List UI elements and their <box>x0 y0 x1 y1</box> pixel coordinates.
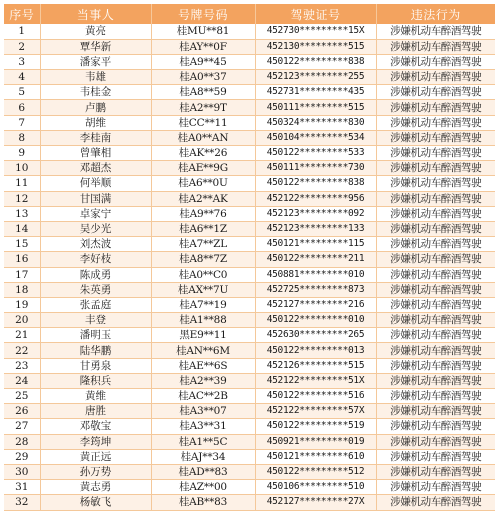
cell-violation: 涉嫌机动车醉酒驾驶 <box>376 176 495 191</box>
table-row <box>4 419 495 434</box>
cell-violation: 涉嫌机动车醉酒驾驶 <box>376 24 495 39</box>
table-row <box>4 358 495 373</box>
cell-seq: 5 <box>4 85 40 100</box>
cell-seq: 24 <box>4 373 40 388</box>
table-row <box>4 206 495 221</box>
cell-license: 450111*********730 <box>255 161 376 176</box>
table-row <box>4 328 495 343</box>
table-row <box>4 343 495 358</box>
cell-party: 唐胜 <box>40 404 151 419</box>
cell-violation: 涉嫌机动车醉酒驾驶 <box>376 389 495 404</box>
table-row <box>4 252 495 267</box>
cell-license: 450881*********010 <box>255 267 376 282</box>
cell-license: 452130*********515 <box>255 39 376 54</box>
cell-plate: 桂AY**0F <box>151 39 255 54</box>
cell-seq: 27 <box>4 419 40 434</box>
cell-license: 452122*********51X <box>255 373 376 388</box>
table-row <box>4 24 495 39</box>
cell-violation: 涉嫌机动车醉酒驾驶 <box>376 449 495 464</box>
cell-party: 邓敬宝 <box>40 419 151 434</box>
cell-plate: 桂A7**19 <box>151 297 255 312</box>
cell-license: 450122*********010 <box>255 313 376 328</box>
cell-violation: 涉嫌机动车醉酒驾驶 <box>376 267 495 282</box>
table-row <box>4 176 495 191</box>
cell-plate: 桂A7**ZL <box>151 237 255 252</box>
cell-violation: 涉嫌机动车醉酒驾驶 <box>376 130 495 145</box>
cell-license: 452630*********265 <box>255 328 376 343</box>
cell-license: 450122*********013 <box>255 343 376 358</box>
cell-license: 450106*********510 <box>255 480 376 495</box>
cell-plate: 桂A3**31 <box>151 419 255 434</box>
cell-plate: 桂A8**59 <box>151 85 255 100</box>
cell-party: 李桂南 <box>40 130 151 145</box>
cell-violation: 涉嫌机动车醉酒驾驶 <box>376 206 495 221</box>
cell-party: 黄维 <box>40 389 151 404</box>
cell-seq: 14 <box>4 221 40 236</box>
cell-party: 韦桂金 <box>40 85 151 100</box>
cell-party: 黄正远 <box>40 449 151 464</box>
table-row <box>4 480 495 495</box>
cell-license: 452123*********092 <box>255 206 376 221</box>
table-row <box>4 146 495 161</box>
cell-violation: 涉嫌机动车醉酒驾驶 <box>376 115 495 130</box>
cell-plate: 桂A2**39 <box>151 373 255 388</box>
cell-license: 450121*********115 <box>255 237 376 252</box>
cell-seq: 23 <box>4 358 40 373</box>
table-row <box>4 373 495 388</box>
cell-plate: 桂A1**88 <box>151 313 255 328</box>
cell-plate: 桂CC**11 <box>151 115 255 130</box>
cell-violation: 涉嫌机动车醉酒驾驶 <box>376 54 495 69</box>
cell-license: 450122*********211 <box>255 252 376 267</box>
table-row <box>4 267 495 282</box>
table-row <box>4 100 495 115</box>
cell-plate: 桂AJ**34 <box>151 449 255 464</box>
cell-party: 隆积兵 <box>40 373 151 388</box>
cell-license: 452122*********956 <box>255 191 376 206</box>
cell-seq: 25 <box>4 389 40 404</box>
table-row <box>4 115 495 130</box>
table-row <box>4 221 495 236</box>
cell-seq: 26 <box>4 404 40 419</box>
cell-party: 李好枝 <box>40 252 151 267</box>
table-row <box>4 434 495 449</box>
cell-party: 卢鹏 <box>40 100 151 115</box>
cell-seq: 29 <box>4 449 40 464</box>
cell-violation: 涉嫌机动车醉酒驾驶 <box>376 85 495 100</box>
cell-violation: 涉嫌机动车醉酒驾驶 <box>376 464 495 479</box>
cell-seq: 6 <box>4 100 40 115</box>
table-row <box>4 85 495 100</box>
cell-plate: 桂A9**76 <box>151 206 255 221</box>
cell-violation: 涉嫌机动车醉酒驾驶 <box>376 404 495 419</box>
cell-violation: 涉嫌机动车醉酒驾驶 <box>376 328 495 343</box>
cell-plate: 桂A2**AK <box>151 191 255 206</box>
cell-license: 452122*********57X <box>255 404 376 419</box>
table-row <box>4 404 495 419</box>
cell-plate: 桂A1**5C <box>151 434 255 449</box>
cell-seq: 22 <box>4 343 40 358</box>
cell-license: 452123*********255 <box>255 70 376 85</box>
cell-violation: 涉嫌机动车醉酒驾驶 <box>376 495 495 510</box>
cell-seq: 2 <box>4 39 40 54</box>
table-row <box>4 449 495 464</box>
cell-violation: 涉嫌机动车醉酒驾驶 <box>376 358 495 373</box>
cell-party: 邓超杰 <box>40 161 151 176</box>
cell-plate: 桂AE**9G <box>151 161 255 176</box>
cell-seq: 13 <box>4 206 40 221</box>
cell-license: 452725*********873 <box>255 282 376 297</box>
cell-party: 孙万势 <box>40 464 151 479</box>
cell-plate: 桂A3**07 <box>151 404 255 419</box>
cell-plate: 黑E9**11 <box>151 328 255 343</box>
cell-violation: 涉嫌机动车醉酒驾驶 <box>376 343 495 358</box>
cell-plate: 桂AC**2B <box>151 389 255 404</box>
cell-party: 潘家平 <box>40 54 151 69</box>
cell-license: 452731*********435 <box>255 85 376 100</box>
cell-seq: 31 <box>4 480 40 495</box>
table-row <box>4 297 495 312</box>
cell-plate: 桂MU**81 <box>151 24 255 39</box>
cell-seq: 9 <box>4 146 40 161</box>
cell-seq: 1 <box>4 24 40 39</box>
cell-violation: 涉嫌机动车醉酒驾驶 <box>376 297 495 312</box>
cell-plate: 桂A9**45 <box>151 54 255 69</box>
cell-party: 刘杰波 <box>40 237 151 252</box>
cell-plate: 桂A6**1Z <box>151 221 255 236</box>
cell-plate: 桂AK**26 <box>151 146 255 161</box>
cell-seq: 32 <box>4 495 40 510</box>
header-license: 驾驶证号 <box>255 4 376 24</box>
cell-violation: 涉嫌机动车醉酒驾驶 <box>376 282 495 297</box>
cell-license: 450921*********019 <box>255 434 376 449</box>
cell-violation: 涉嫌机动车醉酒驾驶 <box>376 313 495 328</box>
cell-violation: 涉嫌机动车醉酒驾驶 <box>376 480 495 495</box>
cell-party: 丰登 <box>40 313 151 328</box>
cell-seq: 3 <box>4 54 40 69</box>
cell-party: 陆华鹏 <box>40 343 151 358</box>
cell-license: 450122*********516 <box>255 389 376 404</box>
cell-license: 450122*********519 <box>255 419 376 434</box>
cell-violation: 涉嫌机动车醉酒驾驶 <box>376 39 495 54</box>
cell-party: 韦雄 <box>40 70 151 85</box>
table-row <box>4 495 495 510</box>
cell-violation: 涉嫌机动车醉酒驾驶 <box>376 191 495 206</box>
header-seq: 序号 <box>4 4 40 24</box>
cell-license: 450111*********515 <box>255 100 376 115</box>
cell-license: 450121*********610 <box>255 449 376 464</box>
cell-seq: 16 <box>4 252 40 267</box>
cell-plate: 桂AZ**00 <box>151 480 255 495</box>
cell-seq: 12 <box>4 191 40 206</box>
table-row <box>4 464 495 479</box>
header-violation: 违法行为 <box>376 4 495 24</box>
cell-violation: 涉嫌机动车醉酒驾驶 <box>376 100 495 115</box>
cell-license: 450104*********534 <box>255 130 376 145</box>
cell-license: 450122*********512 <box>255 464 376 479</box>
cell-plate: 桂A0**AN <box>151 130 255 145</box>
table-row <box>4 161 495 176</box>
cell-seq: 30 <box>4 464 40 479</box>
table-row <box>4 191 495 206</box>
cell-party: 甘国满 <box>40 191 151 206</box>
cell-license: 450324*********830 <box>255 115 376 130</box>
cell-seq: 21 <box>4 328 40 343</box>
cell-party: 何举顺 <box>40 176 151 191</box>
cell-seq: 15 <box>4 237 40 252</box>
header-plate: 号牌号码 <box>151 4 255 24</box>
cell-plate: 桂A0**C0 <box>151 267 255 282</box>
cell-plate: 桂AE**6S <box>151 358 255 373</box>
cell-violation: 涉嫌机动车醉酒驾驶 <box>376 146 495 161</box>
cell-plate: 桂AD**83 <box>151 464 255 479</box>
cell-seq: 18 <box>4 282 40 297</box>
cell-license: 452127*********216 <box>255 297 376 312</box>
cell-violation: 涉嫌机动车醉酒驾驶 <box>376 161 495 176</box>
cell-party: 覃华新 <box>40 39 151 54</box>
cell-plate: 桂AN**6M <box>151 343 255 358</box>
drunk-driving-table <box>4 4 495 511</box>
table-row <box>4 54 495 69</box>
table-row <box>4 389 495 404</box>
cell-seq: 10 <box>4 161 40 176</box>
cell-party: 胡维 <box>40 115 151 130</box>
table-row <box>4 39 495 54</box>
cell-plate: 桂A0**37 <box>151 70 255 85</box>
table-body <box>4 24 495 510</box>
cell-party: 曾肇相 <box>40 146 151 161</box>
cell-party: 杨敏飞 <box>40 495 151 510</box>
table-row <box>4 130 495 145</box>
cell-party: 潘明玉 <box>40 328 151 343</box>
cell-party: 陈成勇 <box>40 267 151 282</box>
cell-license: 452126*********515 <box>255 358 376 373</box>
cell-plate: 桂A8**7Z <box>151 252 255 267</box>
cell-party: 张孟庭 <box>40 297 151 312</box>
cell-seq: 11 <box>4 176 40 191</box>
cell-license: 452730*********15X <box>255 24 376 39</box>
cell-violation: 涉嫌机动车醉酒驾驶 <box>376 237 495 252</box>
table-row <box>4 237 495 252</box>
cell-seq: 28 <box>4 434 40 449</box>
cell-seq: 19 <box>4 297 40 312</box>
cell-violation: 涉嫌机动车醉酒驾驶 <box>376 434 495 449</box>
cell-license: 450122*********838 <box>255 54 376 69</box>
cell-seq: 20 <box>4 313 40 328</box>
cell-seq: 17 <box>4 267 40 282</box>
cell-license: 452123*********133 <box>255 221 376 236</box>
cell-license: 450122*********533 <box>255 146 376 161</box>
table-row <box>4 282 495 297</box>
cell-party: 黄志勇 <box>40 480 151 495</box>
table-row <box>4 313 495 328</box>
cell-party: 朱英勇 <box>40 282 151 297</box>
cell-plate: 桂AB**83 <box>151 495 255 510</box>
cell-party: 黄亮 <box>40 24 151 39</box>
cell-party: 李筠坤 <box>40 434 151 449</box>
cell-violation: 涉嫌机动车醉酒驾驶 <box>376 70 495 85</box>
cell-seq: 7 <box>4 115 40 130</box>
table-row <box>4 70 495 85</box>
cell-violation: 涉嫌机动车醉酒驾驶 <box>376 252 495 267</box>
cell-seq: 4 <box>4 70 40 85</box>
cell-plate: 桂AX**7U <box>151 282 255 297</box>
cell-plate: 桂A2**9T <box>151 100 255 115</box>
cell-party: 卓家宁 <box>40 206 151 221</box>
cell-violation: 涉嫌机动车醉酒驾驶 <box>376 373 495 388</box>
table-header <box>4 4 495 24</box>
cell-license: 452127*********27X <box>255 495 376 510</box>
header-row <box>4 4 495 24</box>
cell-party: 甘勇泉 <box>40 358 151 373</box>
cell-violation: 涉嫌机动车醉酒驾驶 <box>376 221 495 236</box>
cell-seq: 8 <box>4 130 40 145</box>
header-party: 当事人 <box>40 4 151 24</box>
cell-violation: 涉嫌机动车醉酒驾驶 <box>376 419 495 434</box>
cell-party: 吴少光 <box>40 221 151 236</box>
cell-plate: 桂A6**0U <box>151 176 255 191</box>
cell-license: 450122*********838 <box>255 176 376 191</box>
